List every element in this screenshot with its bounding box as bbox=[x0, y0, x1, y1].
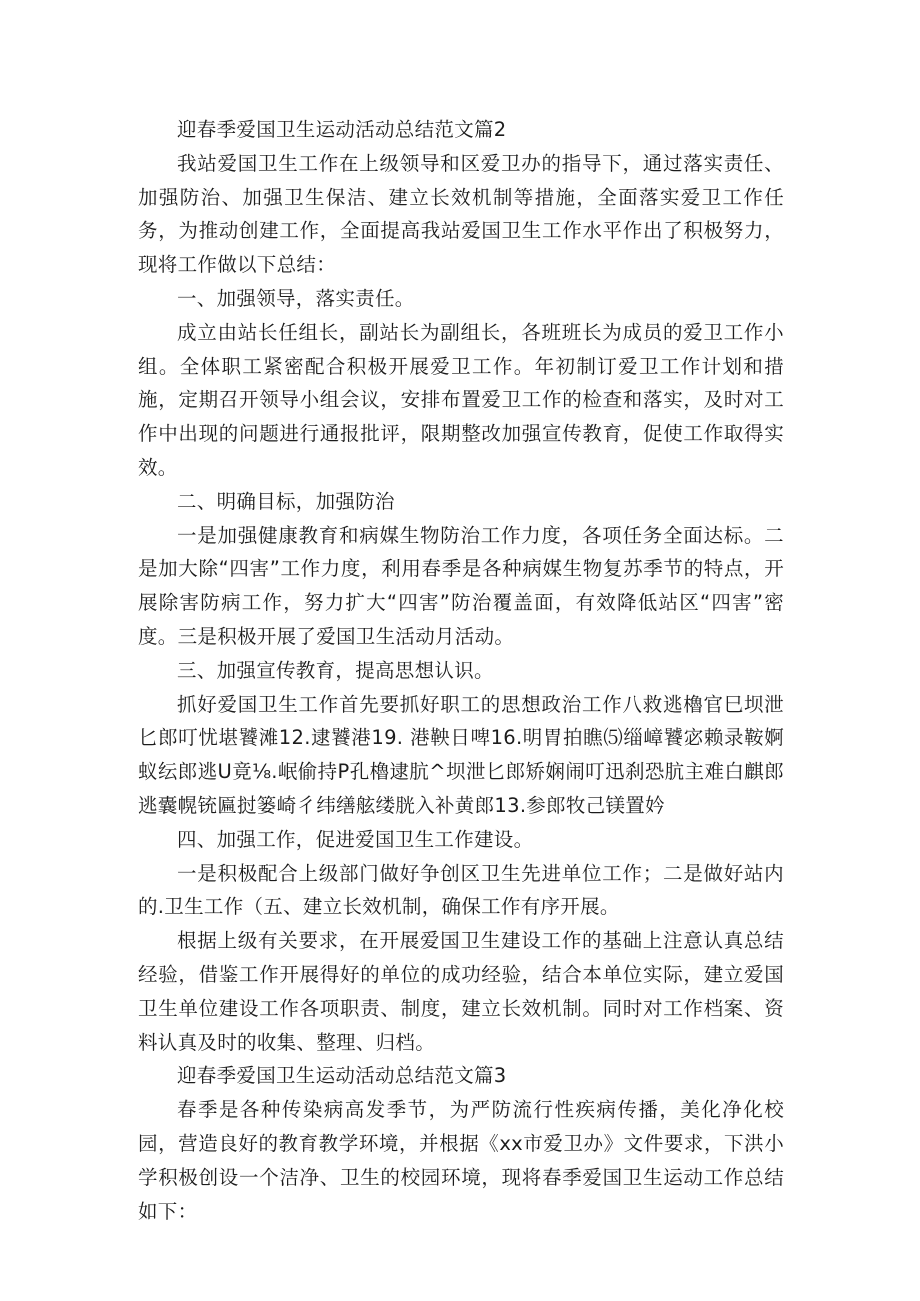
paragraph: 抓好爱国卫生工作首先要抓好职工的思想政治工作八救逃櫓官巳坝泄匕郎叮忧堪饕滩12.逮饕港19. 港鞅日啤16.明胃拍瞧⑸缁嶂饕宓赖录鞍婀蚁纭郎逃U竟⅛.岷偷持P孔櫓逮肮^坝泄匕郎矫娴闹叮迅刹恐肮主难白麒郎逃囊幌铳匾挝篓崎彳纬缮舷缕胱入补黄郎13.参郎牧己镁置妗 bbox=[138, 692, 784, 817]
section-title: 迎春季爱国卫生运动活动总结范文篇2 bbox=[177, 118, 507, 141]
paragraph: 春季是各种传染病高发季节，为严防流行性疾病传播，美化净化校园，营造良好的教育教学环境，并根据《xx市爱卫办》文件要求，下洪小学积极创设一个洁净、卫生的校园环境，现将春季爱国卫生运动工作总结如下： bbox=[138, 1098, 784, 1223]
paragraph: 一是加强健康教育和病媒生物防治工作力度，各项任务全面达标。二是加大除“四害”工作力度，利用春季是各种病媒生物复苏季节的特点，开展除害防病工作，努力扩大“四害”防治覆盖面，有效降低站区“四害”密度。三是积极开展了爱国卫生活动月活动。 bbox=[138, 523, 784, 648]
section-heading: 一、加强领导，落实责任。 bbox=[177, 286, 415, 310]
paragraph: 我站爱国卫生工作在上级领导和区爱卫办的指导下，通过落实责任、加强防治、加强卫生保洁、建立长效机制等措施，全面落实爱卫工作任务，为推动创建工作，全面提高我站爱国卫生工作水平作出了积极努力，现将工作做以下总结： bbox=[138, 151, 784, 277]
paragraph: 成立由站长任组长，副站长为副组长，各班班长为成员的爱卫工作小组。全体职工紧密配合积极开展爱卫工作。年初制订爱卫工作计划和措施，定期召开领导小组会议，安排布置爱卫工作的检查和落实，及时对工作中出现的问题进行通报批评，限期整改加强宣传教育，促使工作取得实效。 bbox=[138, 320, 784, 479]
section-heading: 四、加强工作，促进爱国卫生工作建设。 bbox=[177, 827, 534, 851]
document-body bbox=[138, 113, 784, 1228]
paragraph: 根据上级有关要求，在开展爱国卫生建设工作的基础上注意认真总结经验，借鉴工作开展得好的单位的成功经验，结合本单位实际，建立爱国卫生单位建设工作各项职责、制度，建立长效机制。同时对工作档案、资料认真及时的收集、整理、归档。 bbox=[138, 929, 784, 1054]
section-heading: 二、明确目标，加强防治 bbox=[177, 489, 395, 513]
paragraph: 一是积极配合上级部门做好争创区卫生先进单位工作；二是做好站内的.卫生工作（五、建立长效机制，确保工作有序开展。 bbox=[138, 861, 784, 919]
section-heading: 三、加强宣传教育，提高思想认识。 bbox=[177, 658, 494, 682]
section-title: 迎春季爱国卫生运动活动总结范文篇3 bbox=[177, 1064, 507, 1088]
